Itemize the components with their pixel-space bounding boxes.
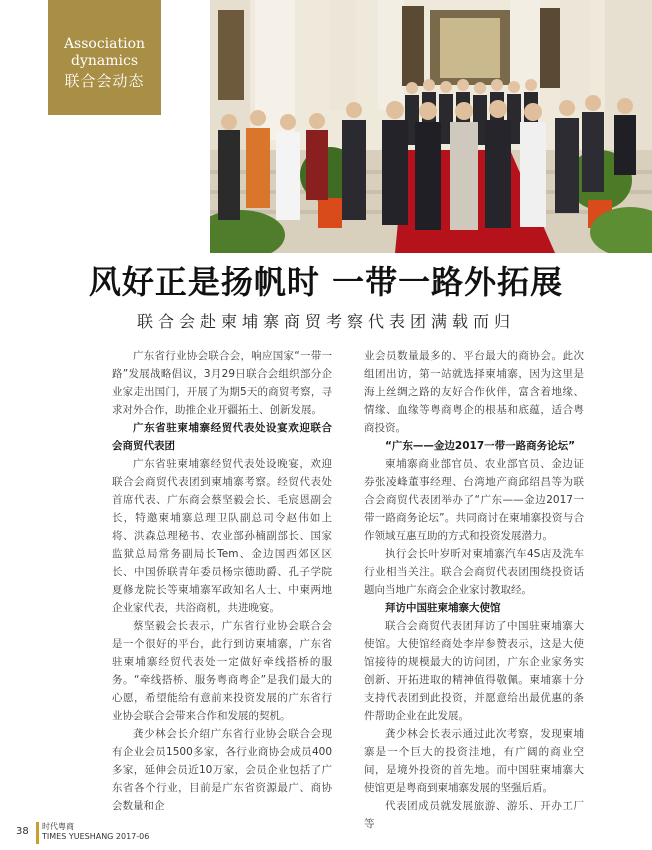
- paragraph: 代表团成员就发展旅游、游乐、开办工厂等: [364, 800, 584, 830]
- section-heading: 广东省驻柬埔寨经贸代表处设宴欢迎联合会商贸代表团: [112, 422, 332, 452]
- paragraph: 广东省驻柬埔寨经贸代表处设晚宴，欢迎联合会商贸代表团到柬埔寨考察。经贸代表处首席代表、广东商会蔡坚毅会长、毛宸恩副会长，特邀柬埔寨总理卫队副总司令赵伟如上将、洪森总理秘书、农业部孙楠副部长、国家监狱总局常务副局长Tem、金边国西郊区区长、中国侨联青年委员杨宗德助爵、孔子学院夏修龙院长等柬埔寨军政知名人士、中柬两地企业家代表，共浴商机，共进晚宴。: [112, 458, 332, 614]
- paragraph: 广东省行业协会联合会，响应国家“一带一路”发展战略倡议，3月29日联合会组织部分企业家走出国门，开展了为期5天的商贸考察，寻求对外合作，助推企业开疆拓土、创新发展。: [112, 350, 332, 416]
- section-heading: “广东——金边2017一带一路商务论坛”: [385, 440, 576, 452]
- magazine-name-chinese: 时代粤商: [42, 822, 74, 831]
- body-column-right: [364, 347, 584, 833]
- paragraph: 龚少林会长介绍广东省行业协会联合会现有企业会员1500多家，各行业商协会成员400多家，延伸会员近10万家，会员企业包括了广东省各个行业，目前是广东省资源最广、商协会数量和企: [112, 728, 332, 812]
- magazine-issue: TIMES YUESHANG 2017-06: [42, 832, 150, 841]
- paragraph: 联合会商贸代表团拜访了中国驻柬埔寨大使馆。大使馆经商处李岸参赞表示，这是大使馆接待的规模最大的访问团，广东企业家务实创新、开拓进取的精神值得敬佩。柬埔寨十分支持代表团到此投资，并愿意给出最优惠的条件帮助企业在此发展。: [364, 620, 584, 722]
- paragraph: 龚少林会长表示通过此次考察，发现柬埔寨是一个巨大的投资洼地，有广阔的商业空间，是境外投资的首先地。而中国驻柬埔寨大使馆更是粤商到柬埔寨发展的坚强后盾。: [364, 728, 584, 794]
- paragraph-continued: 业会员数量最多的、平台最大的商协会。此次组团出访，第一站就选择柬埔寨，因为这里是海上丝绸之路的友好合作伙伴，富含着地缘、情缘、血缘等粤商粤企的根基和底蕴，适合粤商投资。: [364, 350, 584, 434]
- article-title: 风好正是扬帆时 一带一路外拓展: [88, 263, 564, 301]
- page-number: 38: [16, 826, 29, 837]
- paragraph: 执行会长叶岁昕对柬埔寨汽车4S店及洗车行业相当关注。联合会商贸代表团围绕投资话题向当地广东商会企业家讨教取经。: [364, 548, 584, 596]
- section-badge: [48, 0, 161, 115]
- magazine-name: [42, 822, 149, 842]
- footer-accent-bar: [36, 822, 39, 844]
- section-heading: 拜访中国驻柬埔寨大使馆: [385, 602, 501, 614]
- paragraph: 蔡坚毅会长表示，广东省行业协会联合会是一个很好的平台，此行到访柬埔寨，广东省驻柬埔寨经贸代表处一定做好牵线搭桥的服务。“牵线搭桥、服务粤商粤企”是我们最大的心愿，希望能给有意前来投资发展的广东省行业协会联合会带来合作和发展的契机。: [112, 620, 332, 722]
- article-subtitle: 联合会赴柬埔寨商贸考察代表团满载而归: [136, 312, 515, 331]
- paragraph: 柬埔寨商业部官员、农业部官员、金边证券张凌峰董事经理、台湾地产商邱绍昌等为联合会商贸代表团举办了“广东——金边2017一带一路商务论坛”。共同商讨在柬埔寨投资与合作领域互惠互助的方式和投资发展潜力。: [364, 458, 584, 542]
- section-badge-english: Association dynamics: [63, 36, 146, 69]
- group-photo-illustration: [210, 0, 652, 253]
- body-column-left: [112, 347, 332, 815]
- group-photo: [210, 0, 652, 253]
- section-badge-chinese: 联合会动态: [64, 72, 145, 90]
